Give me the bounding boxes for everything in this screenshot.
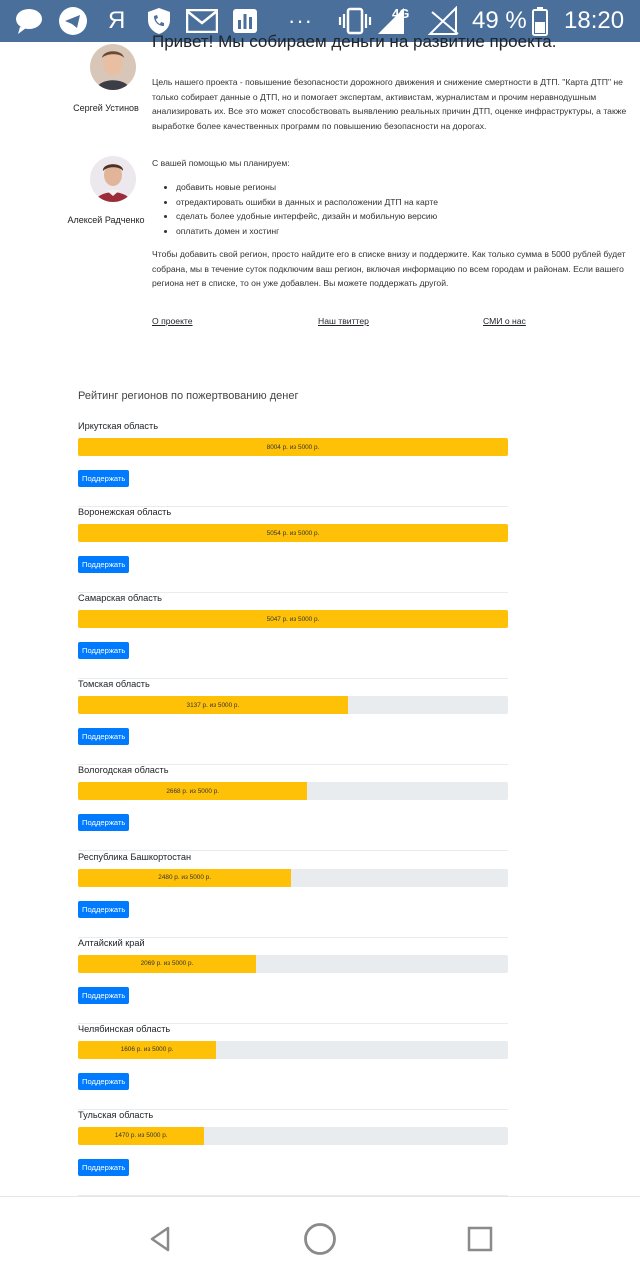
- support-button[interactable]: Поддержать: [78, 728, 129, 745]
- region-row: [78, 765, 508, 851]
- progress-bar: [78, 696, 508, 714]
- progress-fill: [78, 610, 508, 628]
- region-row: [78, 593, 508, 679]
- navigation-bar: [0, 1196, 640, 1280]
- plans-list: [176, 180, 438, 238]
- intro-paragraph: Цель нашего проекта - повышение безопасности дорожного движения и снижение смертности в ДТП. "Карта ДТП" не только собирает данные о ДТП, но и помогает экспертам, активистам, журналистам и прочим неравнодушным анализировать их. Все это может способствовать выявлению реальных причин ДТП, оценке инфраструктуры, а также выработке более качественных программ по повышению безопасности на дорогах.: [152, 77, 627, 131]
- region-name: Иркутская область: [78, 421, 159, 431]
- progress-label: 1470 р. из 5000 р.: [114, 1132, 168, 1140]
- avatar: [90, 44, 136, 90]
- telegram-icon: [58, 6, 88, 36]
- link-about[interactable]: О проекте: [152, 316, 193, 326]
- intro-paragraph: Чтобы добавить свой регион, просто найдите его в списке внизу и поддержите. Как только сумма в 5000 рублей будет собрана, мы в течение суток подключим ваш регион, включая информацию по всем городам и районам. Если вашего региона нет в списке, то он уже добавлен. Вы можете поддержать другой.: [152, 249, 626, 289]
- region-name: Воронежская область: [78, 507, 172, 518]
- list-item: • сделать более удобные интерфейс, дизайн и мобильную версию: [176, 209, 438, 224]
- avatar: [90, 156, 136, 202]
- list-item: • оплатить домен и хостинг: [176, 224, 438, 239]
- support-button[interactable]: Поддержать: [78, 642, 129, 659]
- author-name: Алексей Радченко: [67, 215, 145, 225]
- list-item: • отредактировать ошибки в данных и расположении ДТП на карте: [176, 195, 438, 210]
- region-row: [78, 507, 508, 593]
- region-row: [78, 1110, 508, 1196]
- progress-fill: [78, 1041, 216, 1059]
- support-button[interactable]: Поддержать: [78, 814, 129, 831]
- support-button[interactable]: Поддержать: [78, 470, 129, 487]
- progress-bar: [78, 955, 508, 973]
- chat-icon: [14, 6, 44, 36]
- progress-bar: [78, 524, 508, 542]
- progress-bar: [78, 438, 508, 456]
- ranking-title: Рейтинг регионов по пожертвованию денег: [78, 390, 299, 402]
- intro-paragraph: С вашей помощью мы планируем:: [152, 158, 290, 168]
- support-button[interactable]: Поддержать: [78, 1073, 129, 1090]
- link-press[interactable]: СМИ о нас: [483, 316, 526, 326]
- progress-label: 1606 р. из 5000 р.: [120, 1046, 174, 1054]
- progress-label: 2668 р. из 5000 р.: [166, 787, 220, 795]
- link-twitter[interactable]: Наш твиттер: [318, 316, 369, 326]
- battery-percent: 49 %: [472, 7, 527, 34]
- progress-label: 5047 р. из 5000 р.: [266, 615, 320, 623]
- region-row: [78, 679, 508, 765]
- region-name: Вологодская область: [78, 765, 169, 776]
- progress-fill: [78, 869, 291, 887]
- progress-bar: [78, 610, 508, 628]
- progress-bar: [78, 1127, 508, 1145]
- progress-fill: [78, 782, 307, 800]
- progress-label: 8004 р. из 5000 р.: [266, 443, 320, 451]
- region-name: Алтайский край: [78, 937, 145, 948]
- support-button[interactable]: Поддержать: [78, 556, 129, 573]
- progress-bar: [78, 1041, 508, 1059]
- progress-fill: [78, 1127, 204, 1145]
- recents-icon[interactable]: [460, 1219, 500, 1259]
- progress-label: 2480 р. из 5000 р.: [158, 874, 211, 881]
- more-icon: ···: [288, 8, 313, 33]
- list-item: • добавить новые регионы: [176, 180, 438, 195]
- progress-bar: [78, 782, 508, 800]
- yandex-icon: Я: [108, 7, 126, 34]
- support-button[interactable]: Поддержать: [78, 987, 129, 1004]
- page-title: Привет! Мы собираем деньги на развитие проекта.: [152, 32, 557, 51]
- progress-fill: [78, 438, 508, 456]
- region-row: [78, 938, 508, 1024]
- progress-fill: [78, 696, 348, 714]
- network-type: 4G: [392, 6, 410, 21]
- region-name: Тульская область: [78, 1109, 154, 1120]
- progress-label: 3137 р. из 5000 р.: [186, 701, 240, 709]
- region-name: Республика Башкортостан: [78, 851, 192, 862]
- support-button[interactable]: Поддержать: [78, 1159, 129, 1176]
- clock: 18:20: [564, 7, 625, 34]
- progress-label: 2069 р. из 5000 р.: [140, 960, 194, 968]
- progress-label: 5054 р. из 5000 р.: [266, 529, 320, 537]
- region-name: Томская область: [78, 679, 150, 690]
- progress-fill: [78, 524, 508, 542]
- support-button[interactable]: Поддержать: [78, 901, 129, 918]
- back-icon[interactable]: [140, 1219, 180, 1259]
- region-name: Самарская область: [78, 593, 162, 604]
- author-name: Сергей Устинов: [73, 103, 139, 113]
- region-name: Челябинская область: [78, 1023, 171, 1034]
- region-row: [78, 852, 508, 938]
- home-icon[interactable]: [300, 1219, 340, 1259]
- region-row: [78, 421, 508, 507]
- progress-fill: [78, 955, 256, 973]
- region-row: [78, 1024, 508, 1110]
- progress-bar: [78, 869, 508, 887]
